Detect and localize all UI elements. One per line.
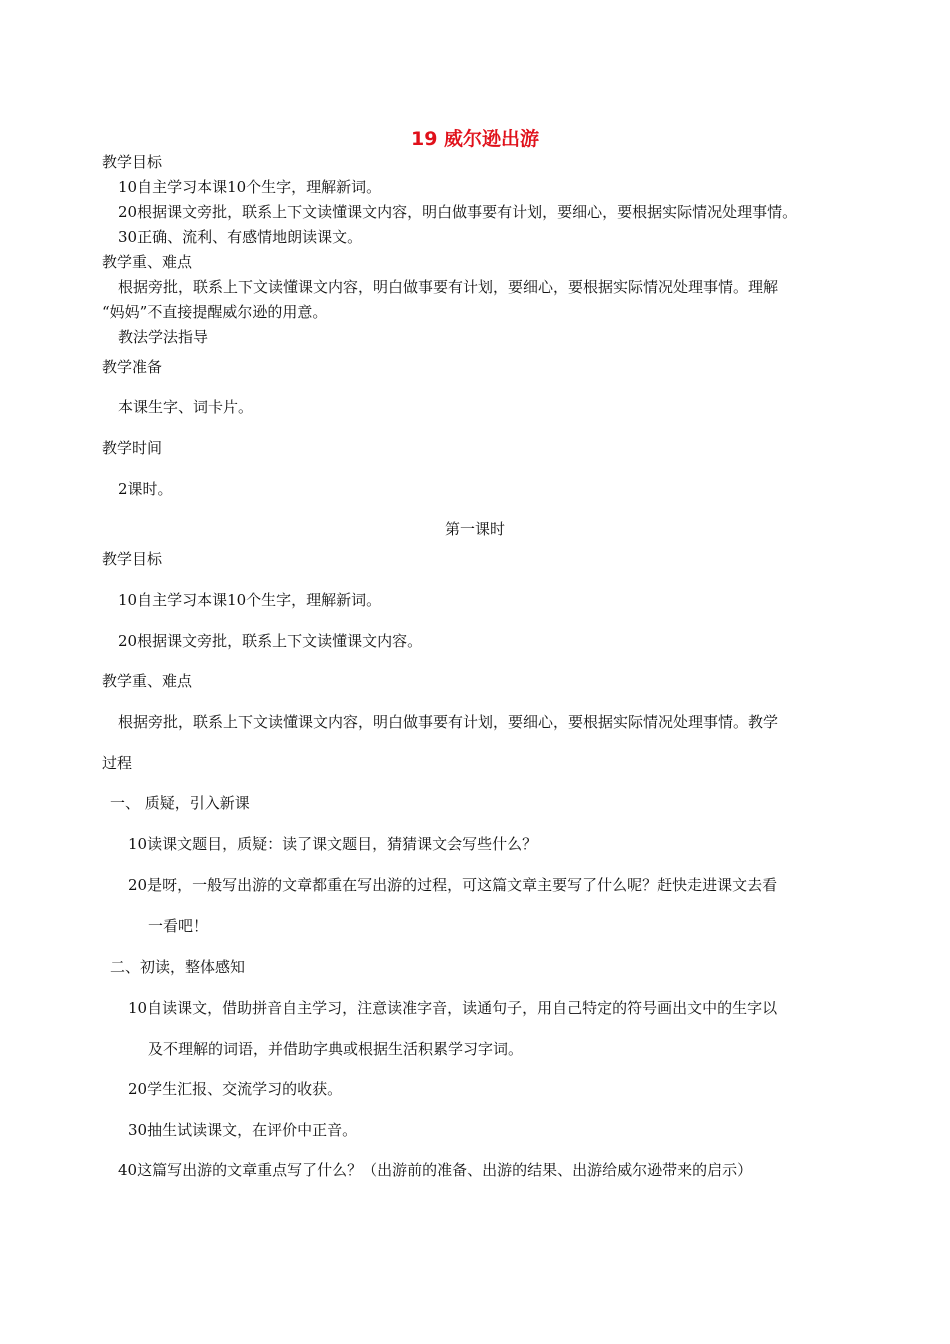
key-points-text: 根据旁批，联系上下文读懂课文内容，明白做事要有计划，要细心，要根据实际情况处理事情。理解 xyxy=(118,278,779,296)
key-points-text: “妈妈”不直接提醒威尔逊的用意。 xyxy=(102,303,328,321)
goal-item: 30正确、流利、有感情地朗读课文。 xyxy=(118,228,363,246)
process-item: 及不理解的词语，并借助字典或根据生活积累学习字词。 xyxy=(148,1040,524,1058)
process-item: 10自读课文，借助拼音自主学习，注意读准字音，读通句子，用自己特定的符号画出文中的生字以 xyxy=(128,999,778,1017)
process-item: 20是呀，一般写出游的文章都重在写出游的过程，可这篇文章主要写了什么呢？赶快走进课文去看 xyxy=(128,876,778,894)
process-item: 10读课文题目，质疑：读了课文题目，猜猜课文会写些什么？ xyxy=(128,835,538,853)
document-title: 19 威尔逊出游 xyxy=(410,128,540,150)
key-points-heading: 教学重、难点 xyxy=(102,253,193,271)
lesson-heading: 第一课时 xyxy=(444,520,505,538)
process-item: 40这篇写出游的文章重点写了什么？（出游前的准备、出游的结果、出游给威尔逊带来的启示） xyxy=(118,1161,753,1179)
preparation-heading: 教学准备 xyxy=(102,358,163,376)
lesson-goal-item: 20根据课文旁批，联系上下文读懂课文内容。 xyxy=(118,632,423,650)
goals-heading: 教学目标 xyxy=(102,153,163,171)
time-heading: 教学时间 xyxy=(102,439,163,457)
process-item: 20学生汇报、交流学习的收获。 xyxy=(128,1080,343,1098)
lesson-goals-heading: 教学目标 xyxy=(102,550,163,568)
section-heading: 一、 质疑，引入新课 xyxy=(110,794,250,812)
lesson-key-text: 根据旁批，联系上下文读懂课文内容，明白做事要有计划，要细心，要根据实际情况处理事情。教学 xyxy=(118,713,779,731)
lesson-goal-item: 10自主学习本课10个生字，理解新词。 xyxy=(118,591,382,609)
section-heading: 二、初读，整体感知 xyxy=(110,958,246,976)
goal-item: 20根据课文旁批，联系上下文读懂课文内容，明白做事要有计划，要细心，要根据实际情况处理事情。 xyxy=(118,203,798,221)
goal-item: 10自主学习本课10个生字，理解新词。 xyxy=(118,178,382,196)
preparation-text: 本课生字、词卡片。 xyxy=(118,398,254,416)
process-heading: 过程 xyxy=(102,754,133,772)
time-text: 2课时。 xyxy=(118,480,173,498)
process-item: 30抽生试读课文，在评价中正音。 xyxy=(128,1121,358,1139)
lesson-key-heading: 教学重、难点 xyxy=(102,672,193,690)
method-heading: 教法学法指导 xyxy=(118,328,209,346)
process-item: 一看吧！ xyxy=(148,917,209,935)
